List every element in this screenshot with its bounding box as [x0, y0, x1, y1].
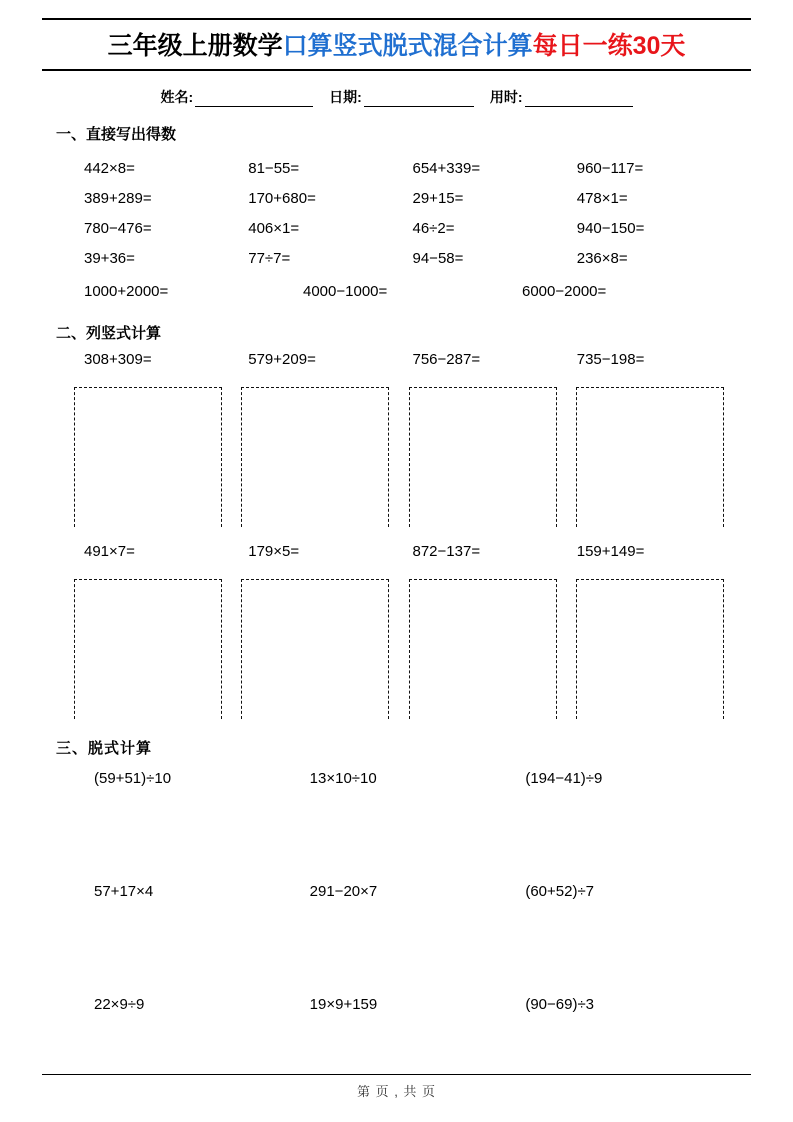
problem-item: 39+36= [84, 250, 135, 267]
problem-item: 4000−1000= [303, 283, 388, 300]
problem-item: 442×8= [84, 160, 135, 177]
vertical-calc-workspace[interactable] [576, 387, 724, 527]
vertical-calc-workspace[interactable] [74, 579, 222, 719]
problem-item: 19×9+159 [309, 996, 378, 1013]
name-field-group [160, 87, 313, 107]
page-title [42, 18, 751, 71]
date-input-blank[interactable] [364, 92, 474, 107]
problem-item: 77÷7= [248, 250, 291, 267]
problem-item: 291−20×7 [309, 883, 378, 900]
problem-item: 6000−2000= [522, 283, 607, 300]
problem-item: 81−55= [248, 160, 300, 177]
title-part-grade: 三年级上册数学 [107, 32, 283, 60]
problem-item: 170+680= [248, 190, 316, 207]
section-1-heading: 一、直接写出得数 [56, 126, 177, 143]
problem-item: 22×9÷9 [94, 996, 145, 1013]
problem-item: 940−150= [576, 220, 645, 237]
problem-item: 179×5= [248, 543, 300, 560]
name-label: 姓名: [160, 89, 194, 105]
problem-item: 94−58= [412, 250, 464, 267]
problem-item: 389+289= [84, 190, 152, 207]
problem-item: 735−198= [576, 351, 645, 368]
problem-item: 236×8= [576, 250, 628, 267]
problem-item: (60+52)÷7 [525, 883, 595, 900]
problem-item: 756−287= [412, 351, 481, 368]
problem-item: 872−137= [412, 543, 481, 560]
problem-item: 159+149= [576, 543, 645, 560]
page-number-text: 第 页 , 共 页 [356, 1084, 437, 1099]
section-2-group-1-problems [42, 347, 751, 373]
page-footer [42, 1074, 751, 1100]
section-1-wide-row [42, 278, 751, 306]
problem-item: 46÷2= [412, 220, 455, 237]
title-part-topic: 口算竖式脱式混合计算 [282, 32, 533, 60]
problem-item: 491×7= [84, 543, 135, 560]
section-3-problem-grid [42, 770, 751, 1013]
section-1-problem-grid [42, 154, 751, 274]
section-2-group-2-workspaces [42, 579, 751, 719]
problem-item: (90−69)÷3 [525, 996, 595, 1013]
problem-item: (194−41)÷9 [525, 770, 603, 787]
title-part-practice: 每日一练30天 [532, 32, 686, 60]
vertical-calc-workspace[interactable] [409, 387, 557, 527]
vertical-calc-workspace[interactable] [576, 579, 724, 719]
problem-item: 57+17×4 [94, 883, 154, 900]
section-3-heading: 三、脱式计算 [56, 740, 153, 757]
problem-item: 780−476= [84, 220, 152, 237]
problem-item: 1000+2000= [84, 283, 169, 300]
vertical-calc-workspace[interactable] [241, 387, 389, 527]
problem-item: 654+339= [412, 160, 481, 177]
problem-item: 308+309= [84, 351, 152, 368]
date-field-group [329, 87, 474, 107]
time-label: 用时: [489, 89, 523, 105]
problem-item: (59+51)÷10 [94, 770, 172, 787]
date-label: 日期: [329, 89, 362, 105]
vertical-calc-workspace[interactable] [409, 579, 557, 719]
problem-item: 29+15= [412, 190, 464, 207]
name-input-blank[interactable] [195, 92, 313, 107]
section-2-group-1-workspaces [42, 387, 751, 527]
vertical-calc-workspace[interactable] [241, 579, 389, 719]
vertical-calc-workspace[interactable] [74, 387, 222, 527]
footer-divider [42, 1074, 751, 1075]
time-input-blank[interactable] [525, 92, 633, 107]
time-field-group [490, 87, 633, 107]
problem-item: 478×1= [576, 190, 628, 207]
student-info-row [42, 87, 751, 107]
problem-item: 579+209= [248, 351, 316, 368]
problem-item: 406×1= [248, 220, 300, 237]
section-2-heading: 二、列竖式计算 [56, 325, 162, 342]
section-2-group-2-problems [42, 539, 751, 565]
problem-item: 960−117= [576, 160, 644, 177]
problem-item: 13×10÷10 [309, 770, 377, 787]
